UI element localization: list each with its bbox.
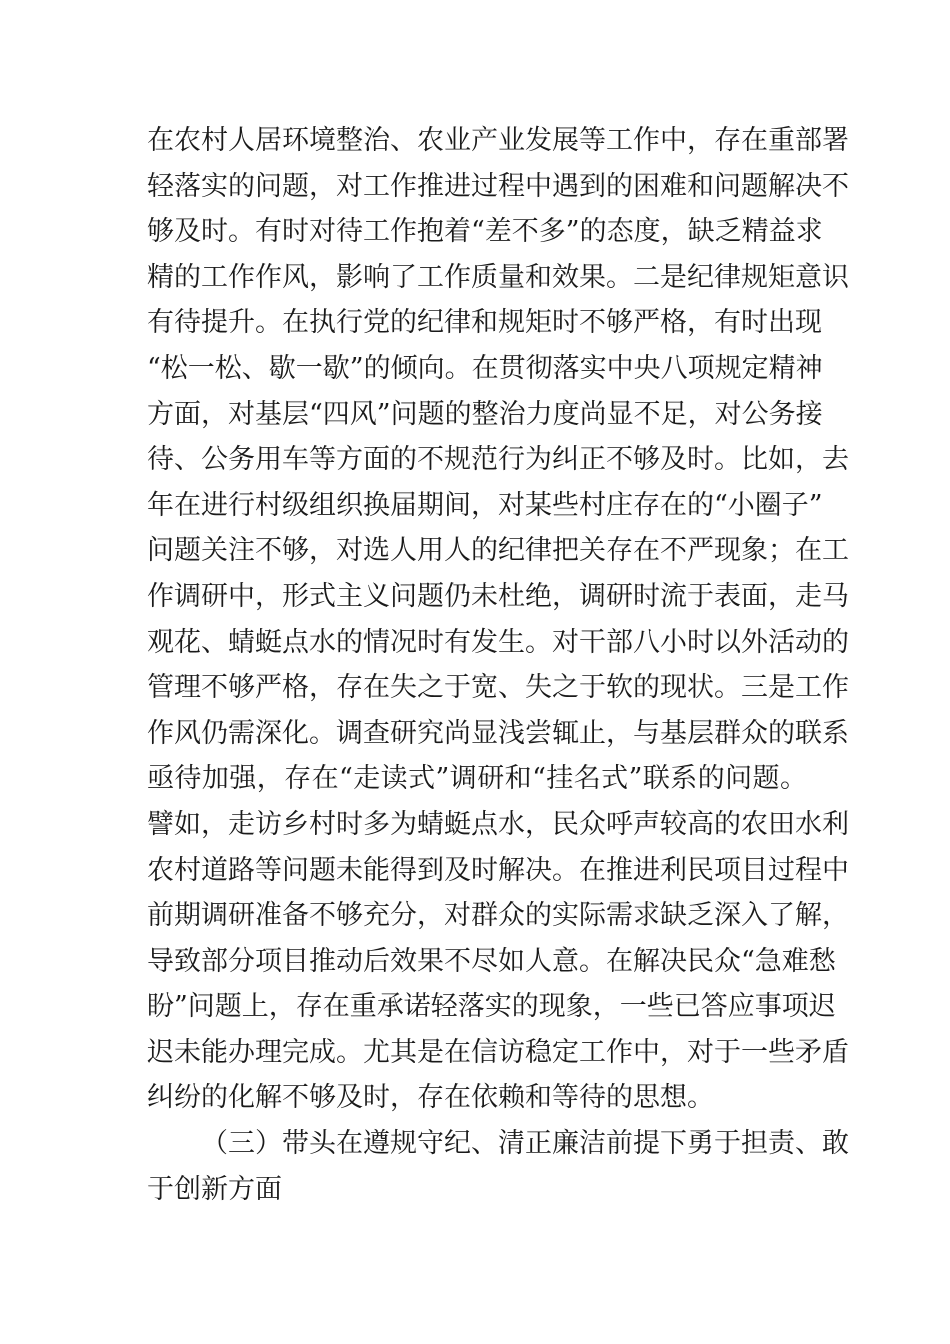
- body-line: 待、公务用车等方面的不规范行为纠正不够及时。比如，去: [147, 444, 849, 476]
- body-line: 精的工作作风，影响了工作质量和效果。二是纪律规矩意识: [147, 261, 849, 293]
- body-line: 轻落实的问题，对工作推进过程中遇到的困难和问题解决不: [147, 170, 849, 202]
- body-line: 譬如，走访乡村时多为蜻蜓点水，民众呼声较高的农田水利: [147, 808, 849, 840]
- section-heading: 于创新方面: [147, 1173, 282, 1205]
- body-line: 在农村人居环境整治、农业产业发展等工作中，存在重部署: [147, 125, 849, 156]
- body-line: 够及时。有时对待工作抱着“差不多”的态度，缺乏精益求: [147, 216, 823, 248]
- body-line: 纠纷的化解不够及时，存在依赖和等待的思想。: [147, 1082, 714, 1114]
- body-line: 导致部分项目推动后效果不尽如人意。在解决民众“急难愁: [147, 945, 836, 977]
- section-heading: （三）带头在遵规守纪、清正廉洁前提下勇于担责、敢: [201, 1128, 849, 1160]
- body-line: 迟未能办理完成。尤其是在信访稳定工作中，对于一些矛盾: [147, 1036, 849, 1068]
- body-line: 方面，对基层“四风”问题的整治力度尚显不足，对公务接: [147, 398, 823, 430]
- body-line: 年在进行村级组织换届期间，对某些村庄存在的“小圈子”: [147, 489, 823, 521]
- body-line: 管理不够严格，存在失之于宽、失之于软的现状。三是工作: [147, 672, 849, 704]
- body-line: 作调研中，形式主义问题仍未杜绝，调研时流于表面，走马: [147, 580, 849, 612]
- body-line: 前期调研准备不够充分，对群众的实际需求缺乏深入了解，: [147, 900, 849, 932]
- body-line: 作风仍需深化。调查研究尚显浅尝辄止，与基层群众的联系: [147, 717, 849, 749]
- body-line: “松一松、歇一歇”的倾向。在贯彻落实中央八项规定精神: [147, 352, 823, 384]
- body-line: 盼”问题上，存在重承诺轻落实的现象，一些已答应事项迟: [147, 991, 836, 1023]
- document-body: [147, 118, 849, 1212]
- body-line: 亟待加强，存在“走读式”调研和“挂名式”联系的问题。: [147, 763, 807, 795]
- body-line: 问题关注不够，对选人用人的纪律把关存在不严现象；在工: [147, 535, 849, 567]
- body-line: 观花、蜻蜓点水的情况时有发生。对干部八小时以外活动的: [147, 626, 849, 658]
- body-line: 农村道路等问题未能得到及时解决。在推进利民项目过程中: [147, 854, 849, 886]
- body-line: 有待提升。在执行党的纪律和规矩时不够严格，有时出现: [147, 307, 822, 339]
